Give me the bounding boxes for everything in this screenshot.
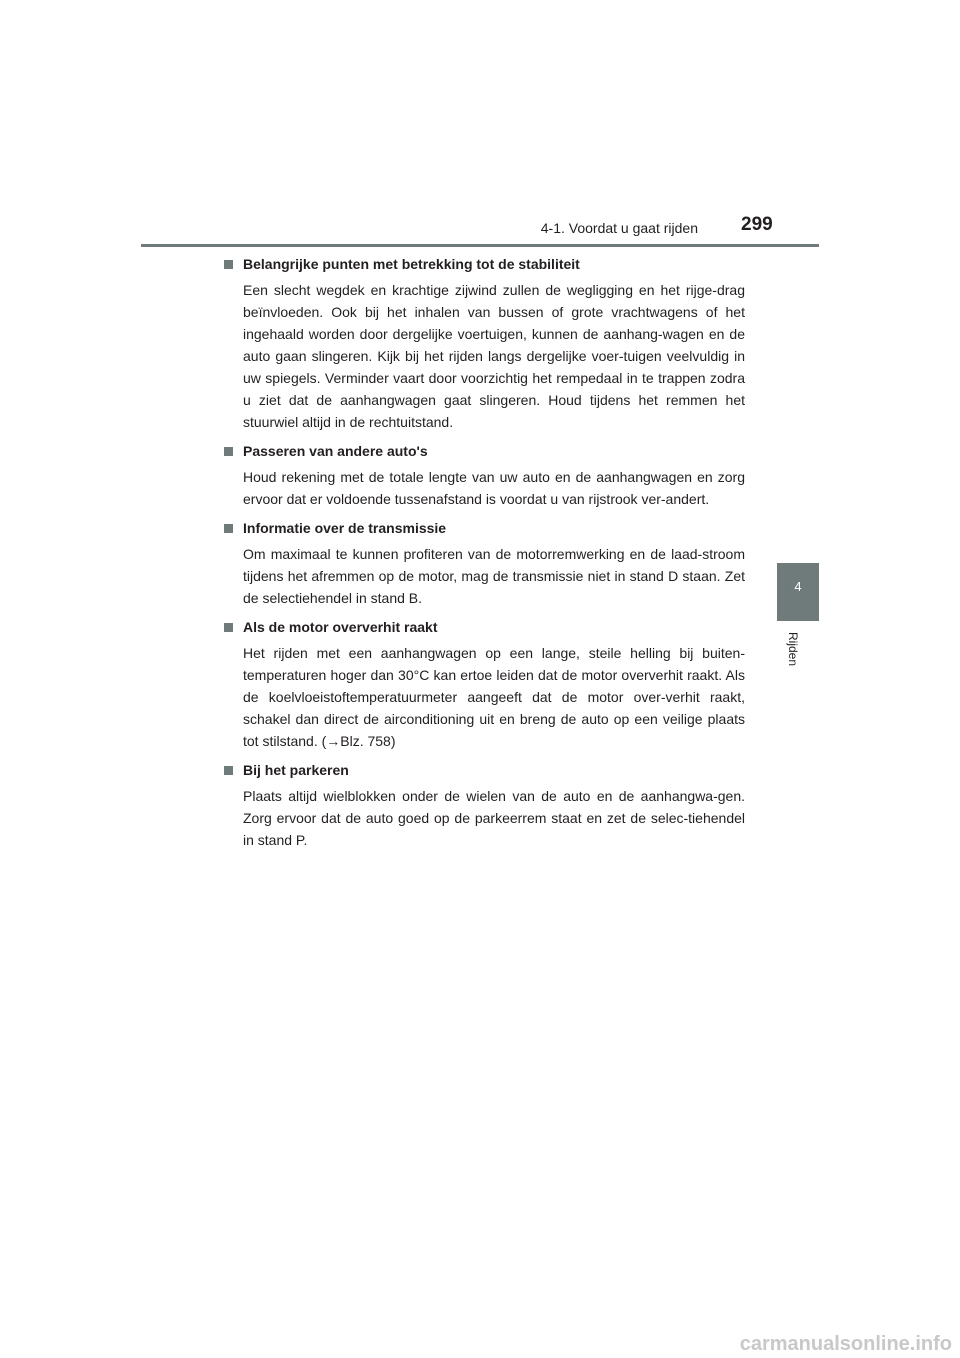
section-heading-text: Passeren van andere auto's — [243, 443, 428, 459]
square-bullet-icon — [224, 766, 233, 775]
section-item — [223, 618, 745, 752]
header-divider — [141, 244, 819, 247]
section-body: Het rijden met een aanhangwagen op een lange, steile helling bij buiten-temperaturen hoger dan 30°C kan ertoe leiden dat de motor oververhit raakt. Als de koelvloeistoftemperatuurmeter aangeeft dat de motor over-verhit raakt, schakel dan direct de airconditioning uit en breng de auto op een veilige plaats tot stilstand. (→Blz. 758) — [243, 645, 745, 749]
section-heading — [223, 442, 745, 461]
chapter-label: Rijden — [786, 632, 800, 667]
watermark: carmanualsonline.info — [739, 1333, 952, 1355]
chapter-tab — [777, 563, 819, 621]
running-header-section: 4-1. Voordat u gaat rijden — [540, 220, 698, 236]
section-body: Houd rekening met de totale lengte van uw auto en de aanhangwagen en zorg ervoor dat er voldoende tussenafstand is voordat u van rijstrook ver-andert. — [243, 469, 745, 507]
section-heading — [223, 761, 745, 780]
section-body: Een slecht wegdek en krachtige zijwind zullen de wegligging en het rijge-drag beïnvloeden. Ook bij het inhalen van bussen of grote vrachtwagens of het ingehaald worden door dergelijke voertuigen, kunnen de aanhang-wagen en de auto gaan slingeren. Kijk bij het rijden langs dergelijke voer-tuigen veelvuldig in uw spiegels. Verminder vaart door voorzichtig het rempedaal in te trappen zodra u ziet dat de aanhangwagen gaat slingeren. Houd tijdens het remmen het stuurwiel altijd in de rechtuitstand. — [243, 282, 745, 430]
page-number: 299 — [741, 214, 773, 235]
square-bullet-icon — [224, 447, 233, 456]
section-heading-text: Informatie over de transmissie — [243, 520, 447, 536]
square-bullet-icon — [224, 260, 233, 269]
section-item — [223, 761, 745, 851]
section-item — [223, 442, 745, 510]
page-content — [223, 255, 745, 860]
square-bullet-icon — [224, 623, 233, 632]
section-heading-text: Belangrijke punten met betrekking tot de stabiliteit — [243, 256, 580, 272]
section-heading — [223, 618, 745, 637]
section-body: Plaats altijd wielblokken onder de wielen van de auto en de aanhangwa-gen. Zorg ervoor dat de auto goed op de parkeerrem staat en zet de selec-tiehendel in stand P. — [243, 788, 745, 848]
chapter-number: 4 — [794, 579, 802, 594]
section-item — [223, 519, 745, 609]
square-bullet-icon — [224, 524, 233, 533]
section-body: Om maximaal te kunnen profiteren van de motorremwerking en de laad-stroom tijdens het afremmen op de motor, mag de transmissie niet in stand D staan. Zet de selectiehendel in stand B. — [243, 546, 745, 606]
section-item — [223, 255, 745, 433]
section-heading-text: Bij het parkeren — [243, 762, 349, 778]
section-heading — [223, 519, 745, 538]
section-heading-text: Als de motor oververhit raakt — [243, 619, 438, 635]
section-heading — [223, 255, 745, 274]
